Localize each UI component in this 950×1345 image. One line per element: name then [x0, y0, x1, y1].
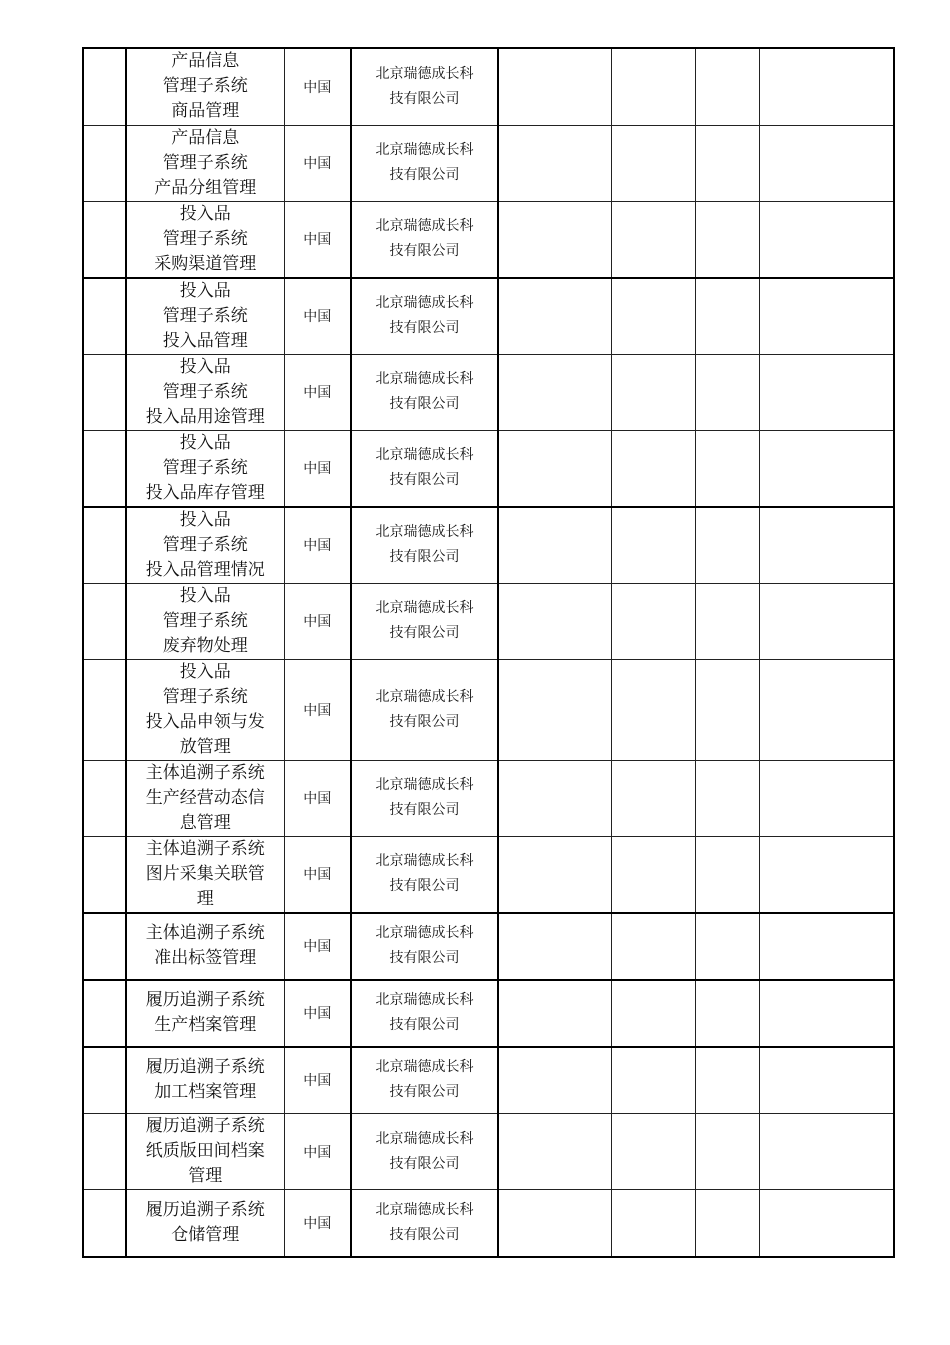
module-name-text: 履历追溯子系统 加工档案管理: [145, 1057, 265, 1103]
company-cell: [351, 760, 498, 836]
index-cell: [83, 278, 126, 355]
empty-cell: [759, 836, 894, 913]
empty-cell: [759, 659, 894, 760]
company-text: 北京瑞德成长科 技有限公司: [375, 600, 474, 641]
empty-cell: [759, 980, 894, 1047]
module-name-cell: [126, 583, 284, 659]
empty-cell: [611, 1114, 695, 1190]
empty-cell: [759, 430, 894, 507]
country-text: 中国: [303, 939, 332, 955]
module-name-text: 主体追溯子系统 图片采集关联管 理: [145, 838, 265, 909]
table-row: [83, 1114, 894, 1190]
company-text: 北京瑞德成长科 技有限公司: [375, 1130, 474, 1172]
empty-cell: [498, 48, 611, 125]
empty-cell: [759, 1190, 894, 1257]
empty-cell: [498, 836, 611, 913]
empty-cell: [611, 659, 695, 760]
company-cell: [351, 430, 498, 507]
empty-cell: [611, 980, 695, 1047]
country-cell: [284, 430, 351, 507]
module-name-cell: [126, 354, 284, 430]
table-row: [83, 913, 894, 980]
country-cell: [284, 583, 351, 659]
empty-cell: [498, 760, 611, 836]
module-name-text: 投入品 管理子系统 投入品库存管理: [145, 432, 265, 503]
index-cell: [83, 583, 126, 659]
empty-cell: [695, 48, 759, 125]
module-name-text: 履历追溯子系统 仓储管理: [145, 1199, 265, 1245]
empty-cell: [498, 1047, 611, 1114]
module-name-text: 投入品 管理子系统 投入品管理: [162, 280, 248, 351]
empty-cell: [498, 659, 611, 760]
company-cell: [351, 48, 498, 125]
empty-cell: [695, 1190, 759, 1257]
country-cell: [284, 125, 351, 201]
country-cell: [284, 278, 351, 355]
country-text: 中国: [303, 1144, 332, 1161]
country-text: 中国: [303, 1073, 332, 1090]
empty-cell: [759, 48, 894, 125]
country-text: 中国: [303, 791, 332, 807]
module-name-text: 主体追溯子系统 准出标签管理: [145, 923, 265, 968]
country-cell: [284, 1190, 351, 1257]
empty-cell: [498, 913, 611, 980]
company-text: 北京瑞德成长科 技有限公司: [375, 218, 474, 259]
table-body: [83, 48, 894, 1257]
table-row: [83, 507, 894, 584]
empty-cell: [759, 1047, 894, 1114]
index-cell: [83, 760, 126, 836]
empty-cell: [695, 760, 759, 836]
empty-cell: [695, 980, 759, 1047]
module-name-cell: [126, 430, 284, 507]
company-cell: [351, 1114, 498, 1190]
empty-cell: [611, 430, 695, 507]
empty-cell: [498, 1190, 611, 1257]
empty-cell: [759, 125, 894, 201]
country-text: 中国: [303, 538, 332, 554]
company-text: 北京瑞德成长科 技有限公司: [375, 65, 474, 107]
empty-cell: [695, 507, 759, 584]
empty-cell: [611, 760, 695, 836]
empty-cell: [759, 583, 894, 659]
module-name-text: 投入品 管理子系统 采购渠道管理: [154, 203, 257, 274]
table-row: [83, 583, 894, 659]
table-row: [83, 760, 894, 836]
index-cell: [83, 48, 126, 125]
index-cell: [83, 913, 126, 980]
table-row: [83, 354, 894, 430]
table-row: [83, 125, 894, 201]
country-cell: [284, 201, 351, 278]
company-text: 北京瑞德成长科 技有限公司: [375, 925, 474, 966]
empty-cell: [695, 125, 759, 201]
empty-cell: [759, 1114, 894, 1190]
country-text: 中国: [303, 614, 332, 630]
empty-cell: [611, 836, 695, 913]
empty-cell: [611, 913, 695, 980]
module-name-text: 履历追溯子系统 纸质版田间档案 管理: [145, 1116, 265, 1186]
module-name-cell: [126, 836, 284, 913]
company-cell: [351, 1047, 498, 1114]
country-cell: [284, 760, 351, 836]
country-cell: [284, 507, 351, 584]
company-cell: [351, 1190, 498, 1257]
empty-cell: [611, 201, 695, 278]
index-cell: [83, 659, 126, 760]
empty-cell: [759, 354, 894, 430]
index-cell: [83, 1190, 126, 1257]
module-name-cell: [126, 760, 284, 836]
empty-cell: [695, 659, 759, 760]
empty-cell: [498, 354, 611, 430]
empty-cell: [695, 430, 759, 507]
empty-cell: [695, 278, 759, 355]
empty-cell: [498, 125, 611, 201]
empty-cell: [611, 1047, 695, 1114]
company-cell: [351, 507, 498, 584]
company-cell: [351, 201, 498, 278]
empty-cell: [695, 1047, 759, 1114]
country-text: 中国: [303, 867, 332, 883]
module-name-cell: [126, 659, 284, 760]
empty-cell: [695, 913, 759, 980]
country-text: 中国: [303, 79, 332, 96]
module-name-text: 投入品 管理子系统 废弃物处理: [162, 585, 248, 656]
table-row: [83, 836, 894, 913]
country-cell: [284, 913, 351, 980]
empty-cell: [611, 507, 695, 584]
company-cell: [351, 125, 498, 201]
country-cell: [284, 48, 351, 125]
module-name-text: 投入品 管理子系统 投入品管理情况: [145, 509, 265, 580]
index-cell: [83, 980, 126, 1047]
country-cell: [284, 980, 351, 1047]
company-text: 北京瑞德成长科 技有限公司: [375, 447, 474, 488]
empty-cell: [498, 583, 611, 659]
company-text: 北京瑞德成长科 技有限公司: [375, 142, 474, 183]
company-text: 北京瑞德成长科 技有限公司: [375, 524, 474, 565]
empty-cell: [611, 354, 695, 430]
empty-cell: [611, 1190, 695, 1257]
company-cell: [351, 583, 498, 659]
empty-cell: [759, 278, 894, 355]
module-name-text: 投入品 管理子系统 投入品申领与发 放管理: [145, 661, 265, 757]
document-table: [82, 47, 895, 1258]
company-cell: [351, 913, 498, 980]
company-text: 北京瑞德成长科 技有限公司: [375, 777, 474, 818]
module-name-cell: [126, 913, 284, 980]
index-cell: [83, 836, 126, 913]
empty-cell: [695, 583, 759, 659]
index-cell: [83, 125, 126, 201]
country-text: 中国: [303, 156, 332, 172]
company-cell: [351, 354, 498, 430]
company-cell: [351, 836, 498, 913]
empty-cell: [695, 836, 759, 913]
empty-cell: [498, 1114, 611, 1190]
country-text: 中国: [303, 385, 332, 401]
table-row: [83, 980, 894, 1047]
empty-cell: [759, 507, 894, 584]
table-row: [83, 1190, 894, 1257]
index-cell: [83, 430, 126, 507]
empty-cell: [695, 201, 759, 278]
empty-cell: [498, 507, 611, 584]
empty-cell: [611, 125, 695, 201]
index-cell: [83, 354, 126, 430]
module-name-text: 产品信息 管理子系统 商品管理: [162, 51, 248, 122]
company-cell: [351, 980, 498, 1047]
company-text: 北京瑞德成长科 技有限公司: [375, 853, 474, 894]
table-row: [83, 48, 894, 125]
company-text: 北京瑞德成长科 技有限公司: [375, 371, 474, 412]
country-cell: [284, 1114, 351, 1190]
module-name-cell: [126, 201, 284, 278]
country-cell: [284, 659, 351, 760]
module-name-cell: [126, 1114, 284, 1190]
module-name-text: 投入品 管理子系统 投入品用途管理: [145, 356, 265, 427]
country-text: 中国: [303, 461, 332, 477]
country-text: 中国: [303, 1006, 332, 1022]
country-text: 中国: [303, 232, 332, 248]
country-cell: [284, 1047, 351, 1114]
company-cell: [351, 659, 498, 760]
empty-cell: [759, 760, 894, 836]
company-text: 北京瑞德成长科 技有限公司: [375, 1059, 474, 1101]
table-row: [83, 278, 894, 355]
module-name-text: 产品信息 管理子系统 产品分组管理: [154, 127, 257, 198]
table-row: [83, 659, 894, 760]
empty-cell: [498, 980, 611, 1047]
module-name-text: 主体追溯子系统 生产经营动态信 息管理: [145, 762, 265, 833]
company-text: 北京瑞德成长科 技有限公司: [375, 992, 474, 1033]
country-text: 中国: [303, 309, 332, 325]
empty-cell: [611, 278, 695, 355]
index-cell: [83, 1114, 126, 1190]
module-name-cell: [126, 980, 284, 1047]
empty-cell: [695, 354, 759, 430]
index-cell: [83, 507, 126, 584]
empty-cell: [759, 201, 894, 278]
module-name-cell: [126, 125, 284, 201]
company-text: 北京瑞德成长科 技有限公司: [375, 295, 474, 336]
module-name-text: 履历追溯子系统 生产档案管理: [145, 990, 265, 1035]
company-text: 北京瑞德成长科 技有限公司: [375, 1201, 474, 1243]
table-row: [83, 430, 894, 507]
company-cell: [351, 278, 498, 355]
empty-cell: [695, 1114, 759, 1190]
table-row: [83, 201, 894, 278]
module-name-cell: [126, 278, 284, 355]
country-text: 中国: [303, 1215, 332, 1232]
table-row: [83, 1047, 894, 1114]
empty-cell: [498, 430, 611, 507]
empty-cell: [498, 201, 611, 278]
empty-cell: [759, 913, 894, 980]
country-text: 中国: [303, 702, 332, 719]
module-name-cell: [126, 1190, 284, 1257]
empty-cell: [611, 48, 695, 125]
company-text: 北京瑞德成长科 技有限公司: [375, 688, 474, 730]
empty-cell: [498, 278, 611, 355]
country-cell: [284, 354, 351, 430]
module-name-cell: [126, 507, 284, 584]
empty-cell: [611, 583, 695, 659]
country-cell: [284, 836, 351, 913]
index-cell: [83, 201, 126, 278]
index-cell: [83, 1047, 126, 1114]
module-name-cell: [126, 48, 284, 125]
module-name-cell: [126, 1047, 284, 1114]
